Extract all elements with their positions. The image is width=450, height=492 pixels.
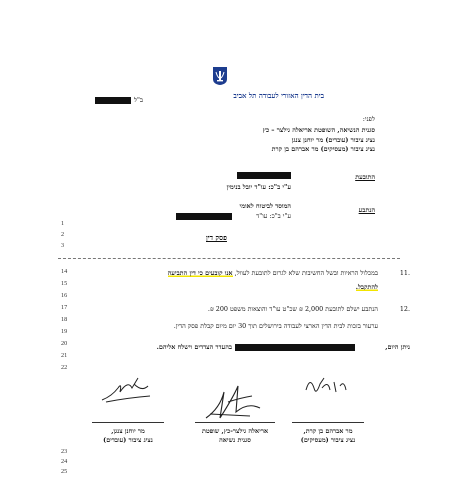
state-emblem-icon <box>211 66 229 86</box>
line-number: 23 <box>61 448 68 455</box>
line-number: 20 <box>61 340 68 347</box>
panel-judge: סגנית הנשיאה, השופטת אריאלה גילצר – כץ <box>262 126 375 134</box>
page-break-divider <box>58 258 400 259</box>
signer-name-right: מר אברהם בן קרת, <box>303 427 353 435</box>
defendant-label: הנתבע <box>358 206 375 214</box>
judgment-title: פסק דין <box>206 233 227 242</box>
line-number: 14 <box>61 268 68 275</box>
paragraph-12-number: 12. <box>399 305 410 313</box>
signature-left <box>98 372 158 408</box>
signer-role-right: נציג ציבור (מעסיקים) <box>300 436 356 444</box>
panel-before: לפני: <box>362 115 375 123</box>
court-name: בית הדין האזורי לעבודה תל אביב <box>233 91 324 100</box>
line-number: 16 <box>61 292 68 299</box>
signature-line <box>292 422 364 423</box>
line-number: 15 <box>61 280 68 287</box>
signer-role-left: נציג ציבור (עובדים) <box>103 436 153 444</box>
line-number: 19 <box>61 328 68 335</box>
line-number: 22 <box>61 364 68 371</box>
paragraph-11-number: 11. <box>399 269 410 277</box>
line-number: 21 <box>61 352 68 359</box>
redaction-bar <box>235 344 355 351</box>
signer-role-center: סגנית נשיאה <box>219 436 251 444</box>
given-today-suffix: בהעדר הצדדים וישלח אליהם. <box>156 343 232 351</box>
paragraph-11-line-1 <box>168 269 378 277</box>
defendant-name: המוסד לביטוח לאומי <box>239 202 291 210</box>
defendant-counsel: ע"י ב"כ: עו"ד <box>256 212 291 220</box>
line-number: 25 <box>61 468 68 475</box>
case-prefix: ב"ל <box>134 96 144 104</box>
given-today-prefix: ניתן היום, <box>385 343 410 351</box>
signature-line <box>92 422 164 423</box>
signature-line <box>195 422 275 423</box>
plaintiff-label: התובעת <box>355 173 375 181</box>
highlighted-text: אנו קובעים כי דין התביעה <box>167 269 233 277</box>
paragraph-12-text: הנתבע ישלם לתובעת 2,000 ₪ שכ"ט עו"ד והוצאות משפט 200 ₪. <box>207 305 378 313</box>
signature-right <box>300 370 350 400</box>
line-number: 18 <box>61 316 68 323</box>
panel-rep-employees: נציג ציבור (עובדים) מר יוחנן צנגן <box>291 136 375 144</box>
paragraph-11-text: במכלול הראיות ובשל החשיבות שלא לגרום לתובעת לעוול, <box>234 269 378 277</box>
redaction-bar <box>95 97 131 104</box>
signature-center <box>200 378 270 426</box>
signer-name-left: מר יוחנן צנגן, <box>111 427 145 435</box>
line-number: 1 <box>61 220 65 227</box>
line-number: 17 <box>61 304 68 311</box>
panel-rep-employers: נציג ציבור (מעסיקים) מר אברהם בן קרת <box>271 145 375 153</box>
line-number: 2 <box>61 231 65 238</box>
redaction-bar <box>176 213 232 220</box>
line-number: 24 <box>61 458 68 465</box>
signer-name-center: אריאלה גילצר-כץ, שופטת <box>201 427 269 435</box>
paragraph-11-line-2: להתקבל. <box>355 283 378 291</box>
redaction-bar <box>237 172 291 179</box>
plaintiff-counsel: ע"י ב"כ: עו"ד יובל בנימין <box>226 183 291 191</box>
appeal-notice: ערעור בזכות לבית הדין הארצי לעבודה בירושלים תוך 30 יום מיום קבלת פסק הדין. <box>173 322 378 330</box>
line-number: 3 <box>61 242 65 249</box>
